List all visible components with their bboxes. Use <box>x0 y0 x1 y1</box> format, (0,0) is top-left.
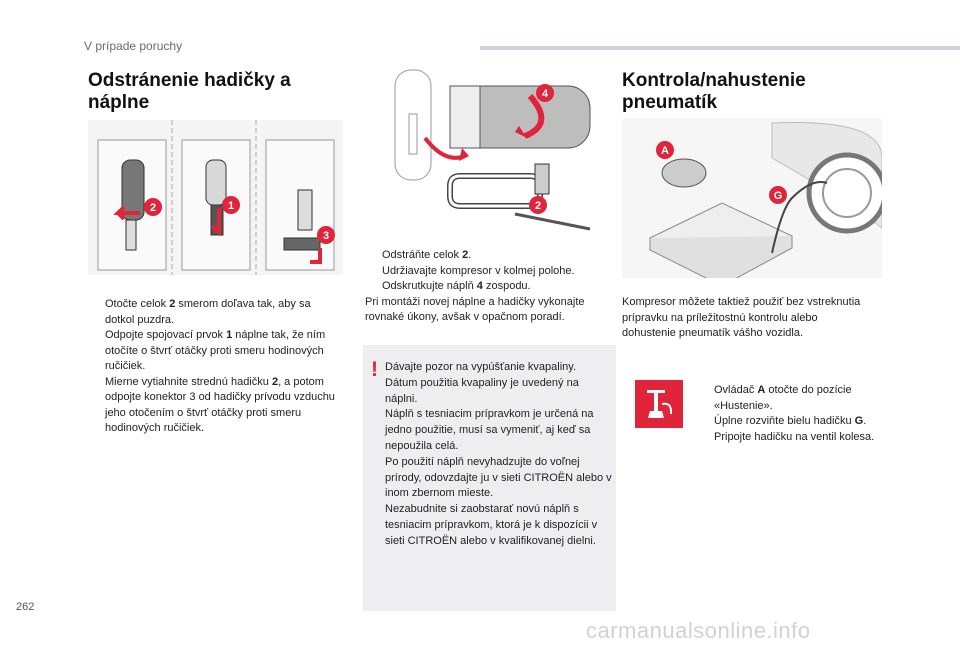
badge-g-label: G <box>773 190 783 202</box>
list-item: Úplne rozviňte bielu hadičku G. <box>714 415 867 427</box>
pump-icon <box>635 380 683 428</box>
left-title: Odstránenie hadičky a náplne <box>88 70 291 113</box>
header-bar <box>480 46 960 50</box>
watermark: carmanualsonline.info <box>586 618 811 643</box>
badge-a-label: A <box>661 145 669 157</box>
warning-line: Po použití náplň nevyhadzujte do voľnej prírody, odovzdajte ju v sieti CITROËN alebo v inom zbernom mieste. <box>385 455 612 500</box>
badge-4-label: 4 <box>541 88 549 100</box>
list-item: Ovládač A otočte do pozície «Hustenie». <box>714 384 852 412</box>
badge-2-label: 2 <box>149 202 157 214</box>
list-item: Odpojte spojovací prvok 1 náplne tak, že ním otočíte o štvrť otáčky proti smeru hodinových ručičiek. <box>105 329 326 372</box>
left-illustration <box>88 120 343 275</box>
exclamation-icon: ! <box>371 358 378 381</box>
list-item: Udržiavajte kompresor v kolmej polohe. <box>382 264 575 277</box>
list-item: Otočte celok 2 smerom doľava tak, aby sa dotkol puzdra. <box>105 298 311 326</box>
reassembly-note: Pri montáži novej náplne a hadičky vykonajte rovnaké úkony, avšak v opačnom poradí. <box>365 295 585 323</box>
badge-1-label: 1 <box>227 200 235 212</box>
middle-illustration <box>365 64 615 244</box>
right-paragraph: Kompresor môžete taktiež použiť bez vstreknutia prípravku na príležitostnú kontrolu alebo dohustenie pneumatík vášho vozidla. <box>622 296 861 339</box>
right-title: Kontrola/nahustenie pneumatík <box>622 70 806 113</box>
badge-2b-label: 2 <box>534 200 542 212</box>
list-item: Odstráňte celok 2. <box>382 249 472 261</box>
warning-line: Dátum použitia kvapaliny je uvedený na náplni. <box>385 376 579 405</box>
warning-line: Dávajte pozor na vypúšťanie kvapaliny. <box>385 361 577 373</box>
list-item: Odskrutkujte náplň 4 zospodu. <box>382 280 531 292</box>
badge-3-label: 3 <box>322 230 330 242</box>
list-item: Mierne vytiahnite strednú hadičku 2, a potom odpojte konektor 3 od hadičky prívodu vzduchu jeho otočením o štvrť otáčky proti smeru hodinových ručičiek. <box>105 375 335 434</box>
section-header: V prípade poruchy <box>84 39 183 53</box>
list-item: Pripojte hadičku na ventil kolesa. <box>714 430 875 443</box>
warning-text <box>385 360 613 550</box>
warning-line: Nezabudnite si zaobstarať novú náplň s tesniacim prípravkom, ktorá je k dispozícii v sieti CITROËN alebo v kvalifikovanej dielni. <box>385 503 598 547</box>
warning-line: Náplň s tesniacim prípravkom je určená na jedno použitie, musí sa vymeniť, aj keď sa nepoužila celá. <box>385 408 594 452</box>
page-number: 262 <box>16 601 35 613</box>
middle-instructions <box>365 248 615 326</box>
right-instructions <box>697 383 882 445</box>
left-instructions <box>88 297 340 437</box>
right-illustration <box>622 118 882 278</box>
